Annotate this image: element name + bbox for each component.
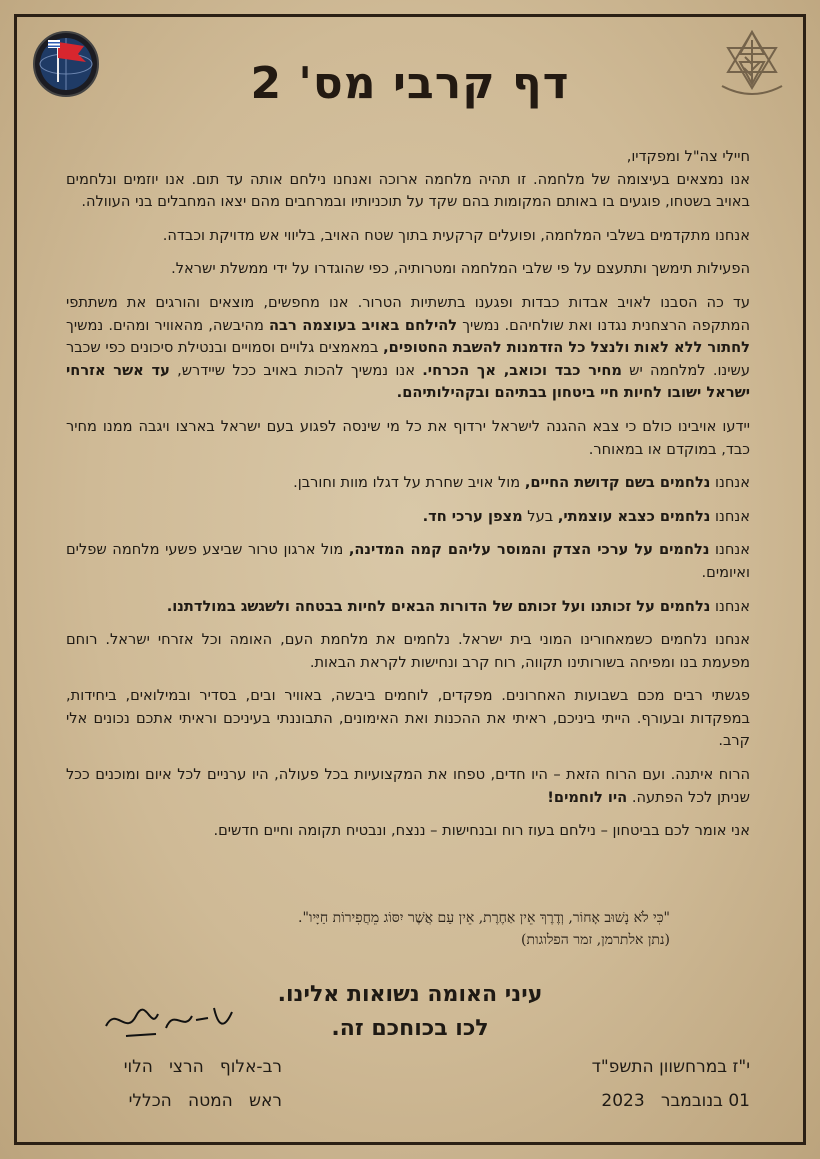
greeting-line: חיילי צה"ל ומפקדיו, [626, 148, 750, 165]
body-paragraph [66, 225, 750, 248]
text-run: עד כה הסבנו לאויב אבדות כבדות ופגענו בתשתיות הטרור. אנו מחפשים, מוצאים והורגים את משתתפי המתקפה הרצחנית נגדנו ואת שולחיהם. נמשיך [66, 293, 750, 334]
date-block [550, 1050, 750, 1118]
text-run: במאמצים גלויים וסמויים ובנטילת סיכונים כפי שכבר עשינו. למלחמה יש [66, 339, 751, 379]
slogan-line-1: עיני האומה נשואות אלינו. [277, 982, 543, 1007]
bold-text-run: עד אשר אזרחי ישראל ישובו לחיות חיי ביטחון בבתיהם ובקהילותיהם. [66, 361, 750, 402]
body-paragraph [66, 764, 750, 809]
text-run: אנו נמצאים בעיצומה של מלחמה. זו תהיה מלחמה ארוכה ואנחנו נילחם אותה עד תום. אנו יוזמים ונלחמים באויב בשטחו, פוגעים בו באותם המקומות בהם שקד על תוכניותיו ובמרחבים מהם יצאו המחבלים בני העוולה. [66, 170, 750, 211]
text-run: אנחנו [710, 474, 750, 492]
letter-body [66, 146, 750, 854]
bold-text-run: לחתור ללא לאות ולנצל כל הזדמנות להשבת החטופים, [383, 339, 750, 357]
text-run: יידעו אויבינו כולם כי צבא ההגנה לישראל ירדוף את כל מי שינסה לפגוע בעם ישראל בארצו ויגבה ממנו מחיר כבד, במוקדם או במאוחר. [66, 417, 750, 458]
text-run: פגשתי רבים מכם בשבועות האחרונים. מפקדים, לוחמים ביבשה, באוויר ובים, בסדיר ובמילואים, ביחידות, במפקדות ובעורף. הייתי ביניכם, ראיתי את ההכנות ואת האימונים, התבוננתי בעיניכם וראיתי אתכם נכונים אלי קרב. [66, 687, 750, 750]
text-run: בעל [522, 507, 558, 525]
poem-quote [150, 907, 670, 951]
body-paragraph [66, 169, 750, 214]
quote-text: "כִּי לֹא נָשׁוּב אָחוֹר, וְדֶרֶךְ אֵין אַחֶרֶת, אֵין עַם אֲשֶׁר יִסּוֹג מֵחֲפִירוֹת חַיָּיו". [298, 910, 670, 926]
text-run: אני אומר לכם בביטחון – נילחם בעוז רוח ובנחישות – ננצח, ונבטיח תקומה וחיים חדשים. [213, 822, 750, 840]
text-run: הפעילות תימשך ותתעצם על פי שלבי המלחמה ומטרותיה, כפי שהוגדרו על ידי ממשלת ישראל. [171, 260, 750, 278]
text-run: מול ארגון טרור שביצע פשעי מלחמה שפלים ואיומים. [66, 541, 750, 581]
body-paragraph [66, 506, 750, 529]
body-paragraph [66, 820, 750, 843]
bold-text-run: נלחמים על ערכי הצדק והמוסר עליהם קמה המדינה, [348, 541, 710, 559]
text-run: אנחנו נלחמים כשמאחורינו המוני בית ישראל. נלחמים את מלחמת העם, האומה וכל אזרחי ישראל. רוחם מפעמת בנו ומפיחה בשורותינו תקווה, רוח קרב ונחישות לקראת הבאות. [66, 631, 750, 671]
body-paragraph [66, 416, 750, 461]
body-paragraph [66, 539, 750, 584]
bold-text-run: מצפן ערכי חד. [422, 507, 523, 525]
quote-attribution: (נתן אלתרמן, זמר הפלוגות) [521, 932, 670, 948]
bold-text-run: נלחמים על זכותנו ועל זכותם של הדורות הבאים לחיות בבטחה ולשגשג במולדתנו. [166, 597, 711, 615]
text-run: מול אויב שחרת על דגלו מוות וחורבן. [293, 474, 525, 492]
bold-text-run: להילחם באויב בעוצמה רבה [269, 316, 458, 334]
hebrew-date: י"ז במרחשוון התשפ"ד [591, 1057, 750, 1077]
page-title: דף קרבי מס' 2 [250, 58, 570, 109]
bold-text-run: מחיר כבד וכואב, אך הכרחי. [422, 361, 622, 379]
body-paragraph [66, 596, 750, 619]
body-paragraph [66, 685, 750, 753]
text-run: אנחנו מתקדמים בשלבי המלחמה, ופועלים קרקעית בתוך שטח האויב, בליווי אש מדויקת וכבדה. [162, 226, 750, 244]
slogan-line-2: לכו בכוחכם זה. [331, 1016, 489, 1041]
body-paragraph [66, 258, 750, 281]
text-run: הרוח איתנה. ועם הרוח הזאת – היו חדים, טפחו את המקצועיות בכל פעולה, היו ערניים לכל איום ומוכנים ככל שניתן לכל הפתעה. [66, 766, 750, 806]
handwritten-signature [96, 996, 246, 1046]
text-run: אנחנו [709, 541, 751, 559]
signatory-name: רב-אלוף הרצי הלוי [123, 1057, 282, 1077]
body-paragraph [66, 629, 750, 674]
body-paragraph [66, 472, 750, 495]
text-run: אנחנו [710, 507, 750, 525]
signatory-block [62, 1050, 282, 1118]
bold-text-run: נלחמים כצבא עוצמתי, [557, 507, 711, 525]
bold-text-run: נלחמים בשם קדושת החיים, [524, 474, 711, 492]
bold-text-run: היו לוחמים! [547, 788, 628, 806]
body-paragraph [66, 292, 750, 405]
text-run: אנחנו [710, 597, 750, 615]
text-run: מהיבשה, מהאוויר ומהים. נמשיך [66, 316, 270, 334]
text-run: אנו נמשיך להכות באויב ככל שיידרש, [169, 361, 423, 379]
signatory-role: ראש המטה הכללי [128, 1091, 282, 1111]
gregorian-date: 01 בנובמבר 2023 [601, 1091, 750, 1111]
